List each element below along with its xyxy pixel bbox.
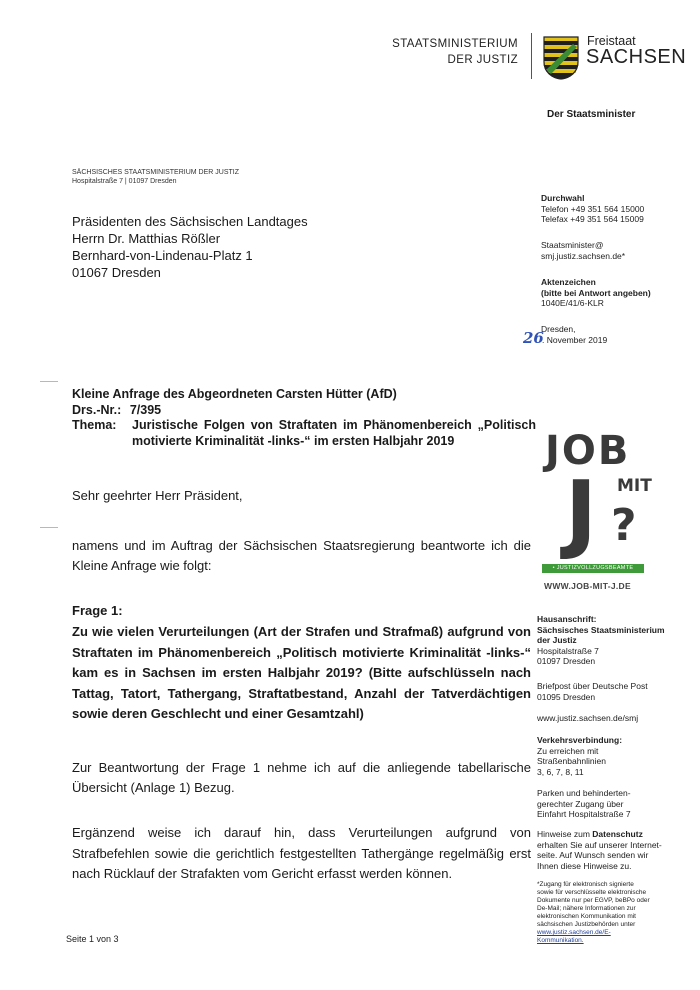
note-line5: elektronischen Kommunikation mit	[537, 913, 636, 920]
page-number: Seite 1 von 3	[66, 934, 119, 944]
hausanschrift-line3: Hospitalstraße 7	[537, 645, 599, 656]
recipient-line1: Präsidenten des Sächsischen Landtages	[72, 214, 308, 229]
thema-row	[72, 418, 536, 449]
thema-text: Juristische Folgen von Straftaten im Phänomenbereich „Politisch motivierte Kriminalität -links-“ im ersten Halbjahr 2019	[132, 418, 536, 448]
datenschutz-line2: erhalten Sie auf unserer Internet-	[537, 839, 662, 850]
recipient-line4: 01067 Dresden	[72, 265, 161, 280]
datenschutz-block	[537, 829, 662, 871]
hausanschrift-line1: Sächsisches Staatsministerium	[537, 624, 665, 635]
letterhead-divider	[531, 33, 532, 79]
datenschutz-prefix: Hinweise zum	[537, 829, 593, 839]
subject-block	[72, 387, 536, 449]
verkehr-label: Verkehrsverbindung:	[537, 735, 623, 745]
parken-line3: Einfahrt Hospitalstraße 7	[537, 809, 631, 819]
verkehr-line1: Zu erreichen mit	[537, 745, 599, 756]
sender-line2: Hospitalstraße 7 | 01097 Dresden	[72, 177, 177, 185]
date-month-year: . November 2019	[542, 334, 608, 345]
drs-value: 7/395	[129, 402, 162, 417]
datenschutz-line4: Ihnen diese Hinweise zu.	[537, 860, 632, 871]
parken-line1: Parken und behinderten-	[537, 788, 631, 798]
note-line6: sächsischen Justizbehörden unter	[537, 921, 636, 928]
hausanschrift-line4: 01097 Dresden	[537, 656, 596, 666]
ad-word-mit: MIT	[617, 476, 652, 496]
telefon: Telefon +49 351 564 15000	[541, 203, 645, 214]
parken-line2: gerechter Zugang über	[537, 798, 624, 809]
aktenzeichen-block	[541, 277, 651, 309]
e-communication-note	[537, 881, 650, 945]
briefpost-line1: Briefpost über Deutsche Post	[537, 681, 648, 691]
recipient-line3: Bernhard-von-Lindenau-Platz 1	[72, 248, 253, 263]
ministry-name	[378, 36, 518, 68]
subject-line: Kleine Anfrage des Abgeordneten Carsten Hütter (AfD)	[72, 387, 397, 401]
intro-paragraph: namens und im Auftrag der Sächsischen Staatsregierung beantworte ich die Kleine Anfrage wie folgt:	[72, 538, 531, 573]
fold-mark-middle	[40, 527, 58, 528]
website-link[interactable]: www.justiz.sachsen.de/smj	[537, 713, 639, 723]
salutation: Sehr geehrter Herr Präsident,	[72, 488, 243, 503]
durchwahl-label: Durchwahl	[541, 193, 585, 203]
sender-line1: SÄCHSISCHES STAATSMINISTERIUM DER JUSTIZ	[72, 169, 239, 176]
aktenzeichen-value: 1040E/41/6-KLR	[541, 298, 604, 308]
ad-word-job: JOB	[545, 428, 631, 474]
note-line3: Dokumente nur per EGVP, beBPo oder	[537, 897, 650, 904]
email-line1: Staatsminister@	[541, 240, 604, 250]
hausanschrift-line2: der Justiz	[537, 635, 577, 645]
email-block	[541, 240, 625, 261]
briefpost-line2: 01095 Dresden	[537, 691, 596, 702]
date-place: Dresden,	[541, 324, 576, 334]
note-line1: *Zugang für elektronisch signierte	[537, 881, 634, 888]
answer-paragraph-2: Ergänzend weise ich darauf hin, dass Verurteilungen aufgrund von Strafbefehlen sowie die gerichtlich festgestellten Tathergänge regelmäßig erst nach Rücklauf der Strafakten vom Gericht erfasst werden können.	[72, 825, 531, 881]
email-line2: smj.justiz.sachsen.de*	[541, 250, 626, 261]
date-block	[523, 324, 608, 347]
hausanschrift-block	[537, 614, 665, 667]
aktenzeichen-label: Aktenzeichen	[541, 277, 596, 287]
hausanschrift-label: Hausanschrift:	[537, 614, 597, 624]
note-line4: De-Mail; nähere Informationen zur	[537, 905, 636, 912]
question-text: Zu wie vielen Verurteilungen (Art der Strafen und Strafmaß) aufgrund von Straftaten im Phänomenbereich „Politisch motivierte Kriminalität -links-“ kam es in Sachsen im ersten Halbjahr 2019? (Bitte aufschlüsseln nach Tattag, Tatort, Tathergang, Straftatbestand, Anzahl der Tatverdächtigen sowie deren Geschlecht und einer Gesamtzahl)	[72, 624, 531, 721]
answer-paragraph-1: Zur Beantwortung der Frage 1 nehme ich auf die anliegende tabellarische Übersicht (Anlage 1) Bezug.	[72, 760, 531, 795]
verkehr-block	[537, 735, 622, 777]
parken-block	[537, 788, 631, 820]
saxony-coat-of-arms-icon	[543, 36, 579, 80]
datenschutz-line3: seite. Auf Wunsch senden wir	[537, 850, 649, 860]
recipient-line2: Herrn Dr. Matthias Rößler	[72, 231, 221, 246]
minister-title: Der Staatsminister	[547, 109, 636, 120]
note-line2: sowie für verschlüsselte elektronische	[537, 889, 647, 896]
aktenzeichen-hint: (bitte bei Antwort angeben)	[541, 287, 651, 298]
thema-label: Thema:	[72, 418, 117, 432]
contact-block	[541, 193, 644, 225]
ad-url: WWW.JOB-MIT-J.DE	[544, 581, 631, 591]
recipient-address	[72, 213, 308, 281]
handwritten-day: 26	[523, 329, 544, 347]
job-advertisement	[541, 430, 661, 600]
verkehr-line2: Straßenbahnlinien	[537, 756, 606, 766]
question-label: Frage 1:	[72, 603, 123, 618]
ministry-name-line2: DER JUSTIZ	[447, 54, 518, 66]
drs-label: Drs.-Nr.:	[72, 402, 122, 417]
briefpost-block	[537, 681, 648, 702]
e-kommunikation-link-line1[interactable]: www.justiz.sachsen.de/E-	[537, 929, 611, 936]
ad-question-mark: ?	[611, 500, 637, 551]
drs-number-row	[72, 403, 536, 419]
e-kommunikation-link-line2[interactable]: Kommunikation.	[537, 937, 584, 944]
ad-letter-j: J	[565, 463, 597, 563]
sender-return-address	[72, 169, 239, 186]
datenschutz-label[interactable]: Datenschutz	[592, 829, 643, 839]
ministry-name-line1: STAATSMINISTERIUM	[392, 38, 518, 50]
state-name-small: Freistaat	[587, 34, 636, 48]
state-name-large: SACHSEN	[586, 46, 687, 68]
fold-mark-top	[40, 381, 58, 382]
telefax: Telefax +49 351 564 15009	[541, 214, 644, 224]
ad-banner: • JUSTIZVOLLZUGSBEAMTE	[542, 564, 644, 573]
verkehr-line3: 3, 6, 7, 8, 11	[537, 766, 584, 777]
